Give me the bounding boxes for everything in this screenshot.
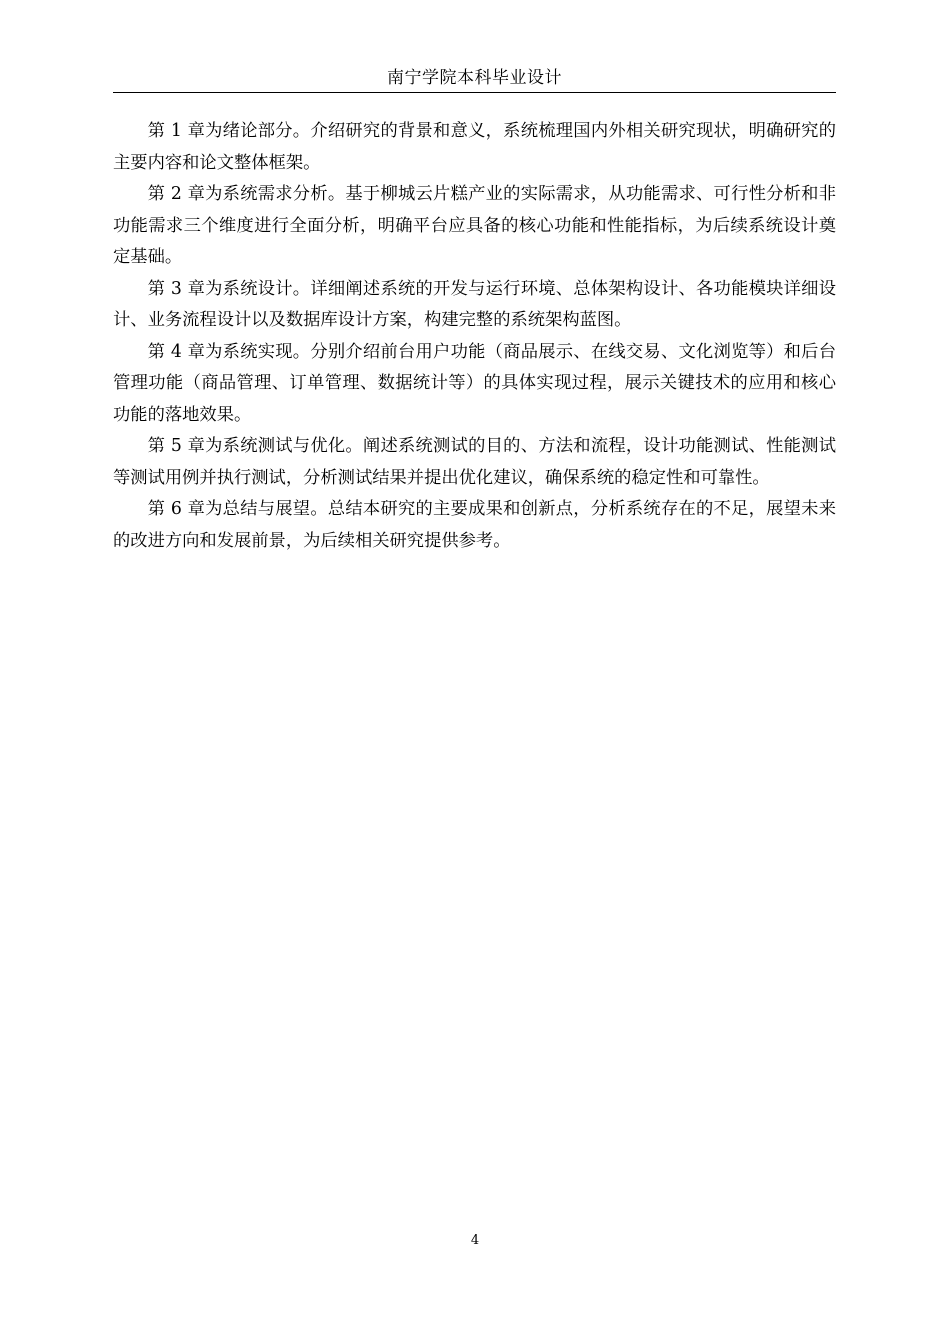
page-header-title: 南宁学院本科毕业设计 [387,68,562,88]
body-text [113,116,836,557]
paragraph-chapter-3: 第 3 章为系统设计。详细阐述系统的开发与运行环境、总体架构设计、各功能模块详细设计、业务流程设计以及数据库设计方案，构建完整的系统架构蓝图。 [113,278,836,330]
paragraph-chapter-5: 第 5 章为系统测试与优化。阐述系统测试的目的、方法和流程，设计功能测试、性能测试等测试用例并执行测试，分析测试结果并提出优化建议，确保系统的稳定性和可靠性。 [113,436,836,488]
paragraph-chapter-2: 第 2 章为系统需求分析。基于柳城云片糕产业的实际需求，从功能需求、可行性分析和非功能需求三个维度进行全面分析，明确平台应具备的核心功能和性能指标，为后续系统设计奠定基础。 [113,184,836,267]
paragraph-chapter-1: 第 1 章为绪论部分。介绍研究的背景和意义，系统梳理国内外相关研究现状，明确研究的主要内容和论文整体框架。 [113,121,836,173]
page-number: 4 [470,1233,480,1248]
paragraph-chapter-6: 第 6 章为总结与展望。总结本研究的主要成果和创新点，分析系统存在的不足，展望未来的改进方向和发展前景，为后续相关研究提供参考。 [113,499,836,551]
page-header [113,64,836,93]
paragraph-chapter-4: 第 4 章为系统实现。分别介绍前台用户功能（商品展示、在线交易、文化浏览等）和后台管理功能（商品管理、订单管理、数据统计等）的具体实现过程，展示关键技术的应用和核心功能的落地效果。 [113,341,836,425]
